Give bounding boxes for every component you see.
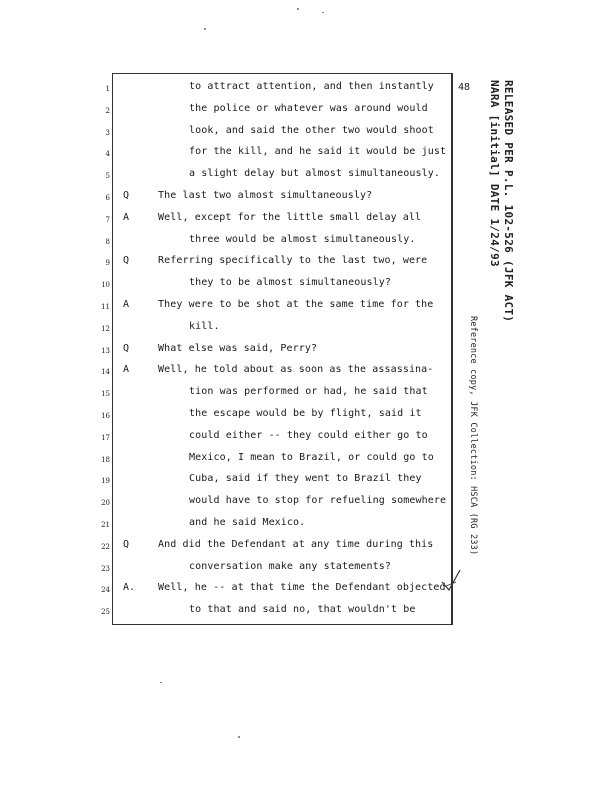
line-number: 12 [101, 324, 110, 333]
transcript-line [0, 124, 612, 146]
transcript-line [0, 211, 612, 233]
line-text: What else was said, Perry? [158, 342, 318, 354]
transcript-line [0, 167, 612, 189]
line-text: to that and said no, that wouldn't be [189, 604, 416, 616]
line-number: 9 [105, 259, 110, 268]
line-text: they to be almost simultaneously? [189, 277, 391, 289]
line-number: 16 [101, 412, 110, 420]
transcript-line [0, 320, 612, 342]
line-number: 3 [105, 128, 110, 137]
line-text: and he said Mexico. [189, 517, 306, 528]
transcript-line [0, 516, 612, 538]
line-number: 18 [101, 455, 110, 464]
transcript-line [0, 560, 612, 582]
transcript-line [0, 429, 612, 451]
line-number: 13 [101, 346, 110, 355]
speaker-label: Q [123, 190, 130, 201]
line-text: The last two almost simultaneously? [158, 190, 373, 201]
line-number: 19 [101, 477, 110, 486]
line-number: 6 [105, 194, 110, 202]
line-text: the police or whatever was around would [189, 102, 428, 114]
line-text: tion was performed or had, he said that [189, 386, 428, 398]
line-text: Referring specifically to the last two, were [158, 255, 428, 267]
line-number: 15 [101, 390, 110, 399]
speaker-label: Q [123, 538, 130, 550]
line-text: Well, except for the little small delay all [158, 211, 422, 223]
scan-speck [204, 28, 206, 30]
transcript-line [0, 189, 612, 211]
line-text: for the kill, and he said it would be just [189, 146, 447, 158]
transcript-line [0, 581, 612, 603]
transcript-line [0, 276, 612, 298]
transcript-line [0, 451, 612, 473]
transcript-line [0, 145, 612, 167]
transcript-line [0, 233, 612, 255]
line-text: three would be almost simultaneously. [189, 233, 416, 245]
scan-speck [297, 8, 299, 10]
transcript-line [0, 254, 612, 276]
line-number: 23 [101, 564, 110, 573]
scan-speck [160, 682, 162, 683]
line-number: 8 [105, 237, 110, 246]
page-number: 48 [458, 82, 471, 93]
speaker-label: A [123, 299, 130, 310]
check-mark-icon [440, 568, 462, 594]
transcript-line [0, 494, 612, 516]
line-text: And did the Defendant at any time during this [158, 538, 434, 550]
line-text: to attract attention, and then instantly [189, 81, 434, 92]
line-number: 24 [101, 586, 110, 595]
line-text: Mexico, I mean to Brazil, or could go to [189, 451, 434, 463]
transcript-line [0, 385, 612, 407]
line-number: 7 [105, 215, 110, 224]
line-text: Cuba, said if they went to Brazil they [189, 473, 422, 485]
transcript-line [0, 342, 612, 364]
line-number: 11 [101, 303, 110, 311]
transcript-line [0, 472, 612, 494]
line-text: Well, he -- at that time the Defendant objected [158, 582, 446, 594]
speaker-label: A [123, 211, 130, 223]
release-stamp-line1: RELEASED PER P.L. 102-526 (JFK ACT) [502, 80, 515, 323]
speaker-label: Q [123, 342, 130, 354]
line-number: 25 [101, 608, 110, 617]
line-number: 22 [101, 542, 110, 551]
release-stamp-line2: NARA [initial] DATE 1/24/93 [488, 80, 501, 267]
transcript-line [0, 407, 612, 429]
line-text: could either -- they could either go to [189, 429, 428, 441]
line-number: 5 [105, 172, 110, 181]
transcript-line [0, 80, 612, 102]
speaker-label: Q [123, 255, 130, 267]
line-text: a slight delay but almost simultaneously. [189, 168, 440, 180]
transcript-line [0, 102, 612, 124]
transcript-line [0, 298, 612, 320]
line-text: look, and said the other two would shoot [189, 124, 434, 136]
line-text: Well, he told about as soon as the assassina- [158, 364, 434, 376]
line-number: 20 [101, 499, 110, 508]
scan-speck [238, 736, 240, 738]
line-number: 17 [101, 433, 110, 442]
line-number: 10 [101, 281, 110, 290]
line-text: conversation make any statements? [189, 560, 391, 572]
speaker-label: A. [123, 582, 136, 594]
line-number: 21 [101, 521, 110, 529]
transcript-line [0, 538, 612, 560]
line-text: the escape would be by flight, said it [189, 408, 422, 419]
line-number: 4 [105, 150, 110, 159]
transcript-line [0, 363, 612, 385]
line-number: 1 [105, 85, 110, 93]
line-text: would have to stop for refueling somewhere [189, 495, 447, 507]
line-text: kill. [189, 320, 220, 332]
line-text: They were to be shot at the same time for the [158, 299, 434, 310]
line-number: 14 [101, 368, 110, 377]
transcript-line [0, 603, 612, 625]
line-number: 2 [105, 106, 110, 115]
reference-note: Reference copy, JFK Collection: HSCA (RG 233) [468, 316, 478, 556]
speaker-label: A [123, 364, 130, 376]
scan-speck [322, 12, 324, 13]
